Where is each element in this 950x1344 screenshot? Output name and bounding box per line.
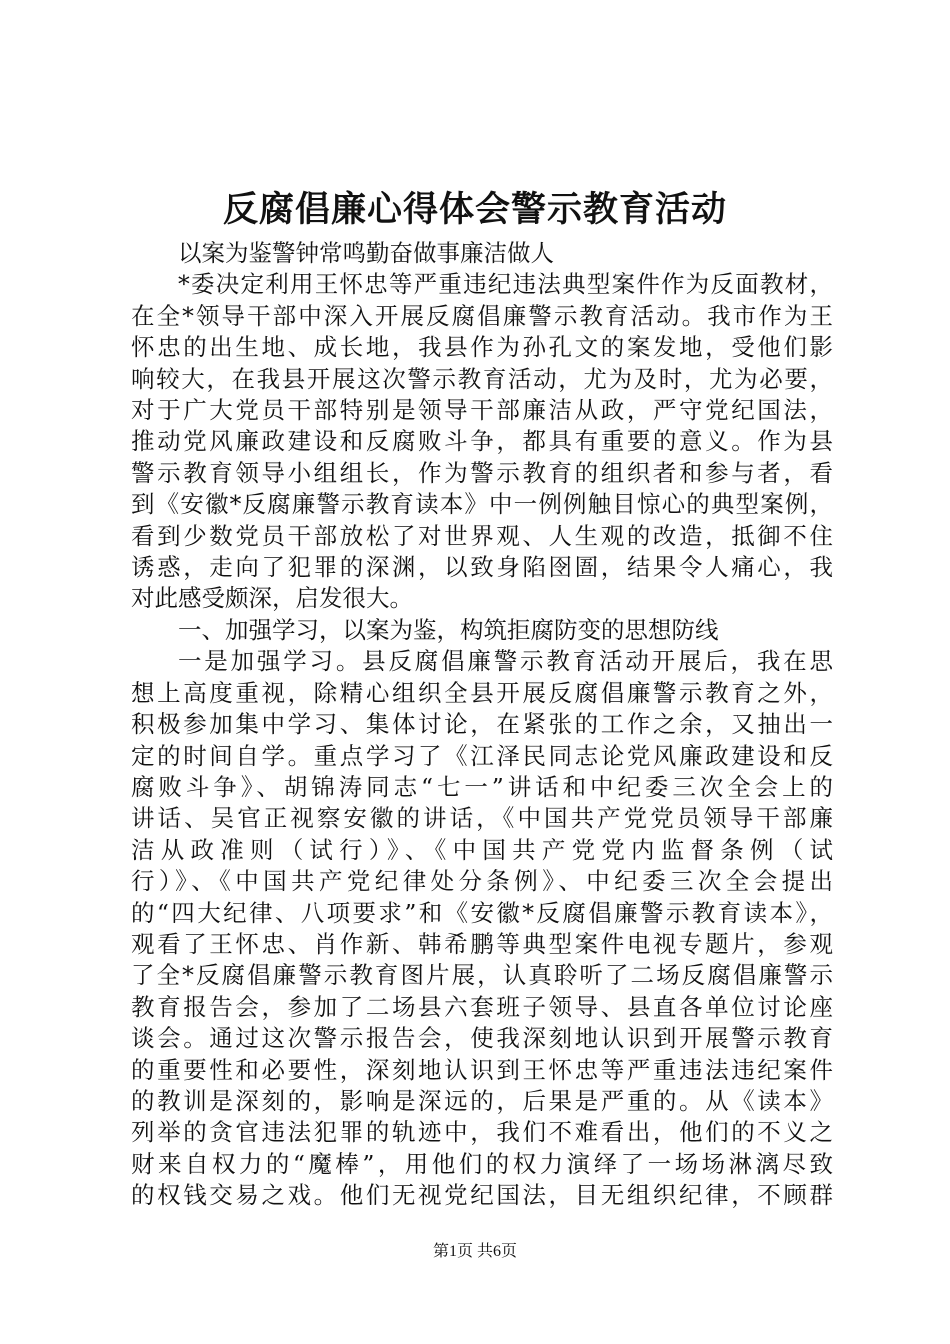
- text-line: 到《安徽*反腐廉警示教育读本》中一例例触目惊心的典型案例，: [131, 490, 833, 519]
- text-line: 了全*反腐倡廉警示教育图片展，认真聆听了二场反腐倡廉警示: [131, 961, 833, 990]
- text-line: 观看了王怀忠、肖作新、韩希鹏等典型案件电视专题片，参观: [131, 929, 833, 958]
- text-line: 诱惑，走向了犯罪的深渊，以致身陷囹圄，结果令人痛心，我: [131, 553, 833, 582]
- document-title: 反腐倡廉心得体会警示教育活动: [222, 189, 727, 230]
- text-line: 定的时间自学。重点学习了《江泽民同志论党风廉政建设和反: [131, 741, 833, 770]
- text-line: 洁从政准则（试行）》、《中国共产党党内监督条例（试: [131, 835, 833, 864]
- text-line: 行）》、《中国共产党纪律处分条例》、中纪委三次全会提出: [131, 867, 833, 896]
- text-line: *委决定利用王怀忠等严重违纪违法典型案件作为反面教材，: [178, 270, 833, 299]
- text-line: 谈会。通过这次警示报告会，使我深刻地认识到开展警示教育: [131, 1024, 833, 1053]
- text-line: 积极参加集中学习、集体讨论，在紧张的工作之余，又抽出一: [131, 710, 833, 739]
- text-line: 的教训是深刻的，影响是深远的，后果是严重的。从《读本》: [131, 1086, 833, 1115]
- text-line: 财来自权力的“魔棒”，用他们的权力演绎了一场场淋漓尽致: [131, 1149, 833, 1178]
- text-line: 怀忠的出生地、成长地，我县作为孙孔文的案发地，受他们影: [131, 333, 833, 362]
- text-line: 对于广大党员干部特别是领导干部廉洁从政，严守党纪国法，: [131, 396, 833, 425]
- text-line: 腐败斗争》、胡锦涛同志“七一”讲话和中纪委三次全会上的: [131, 772, 833, 801]
- text-line: 讲话、吴官正视察安徽的讲话，《中国共产党党员领导干部廉: [131, 804, 833, 833]
- text-line: 列举的贪官违法犯罪的轨迹中，我们不难看出，他们的不义之: [131, 1118, 833, 1147]
- text-line: 一、加强学习，以案为鉴，构筑拒腐防变的思想防线: [178, 615, 719, 644]
- text-line: 响较大，在我县开展这次警示教育活动，尤为及时，尤为必要，: [131, 364, 833, 393]
- text-line: 的重要性和必要性，深刻地认识到王怀忠等严重违法违纪案件: [131, 1055, 833, 1084]
- page-footer: 第1页 共6页: [432, 1243, 517, 1260]
- text-line: 推动党风廉政建设和反腐败斗争，都具有重要的意义。作为县: [131, 427, 833, 456]
- text-line: 对此感受颇深，启发很大。: [131, 584, 413, 613]
- text-line: 一是加强学习。县反腐倡廉警示教育活动开展后，我在思: [178, 647, 833, 676]
- text-line: 的权钱交易之戏。他们无视党纪国法，目无组织纪律，不顾群: [131, 1181, 833, 1210]
- text-line: 的“四大纪律、八项要求”和《安徽*反腐倡廉警示教育读本》，: [131, 898, 833, 927]
- text-line: 想上高度重视，除精心组织全县开展反腐倡廉警示教育之外，: [131, 678, 833, 707]
- text-line: 在全*领导干部中深入开展反腐倡廉警示教育活动。我市作为王: [131, 301, 833, 330]
- text-line: 教育报告会，参加了二场县六套班子领导、县直各单位讨论座: [131, 992, 833, 1021]
- text-line: 以案为鉴警钟常鸣勤奋做事廉洁做人: [178, 239, 554, 267]
- text-line: 警示教育领导小组组长，作为警示教育的组织者和参与者，看: [131, 458, 833, 487]
- text-line: 看到少数党员干部放松了对世界观、人生观的改造，抵御不住: [131, 521, 833, 550]
- document-body: [131, 238, 833, 1212]
